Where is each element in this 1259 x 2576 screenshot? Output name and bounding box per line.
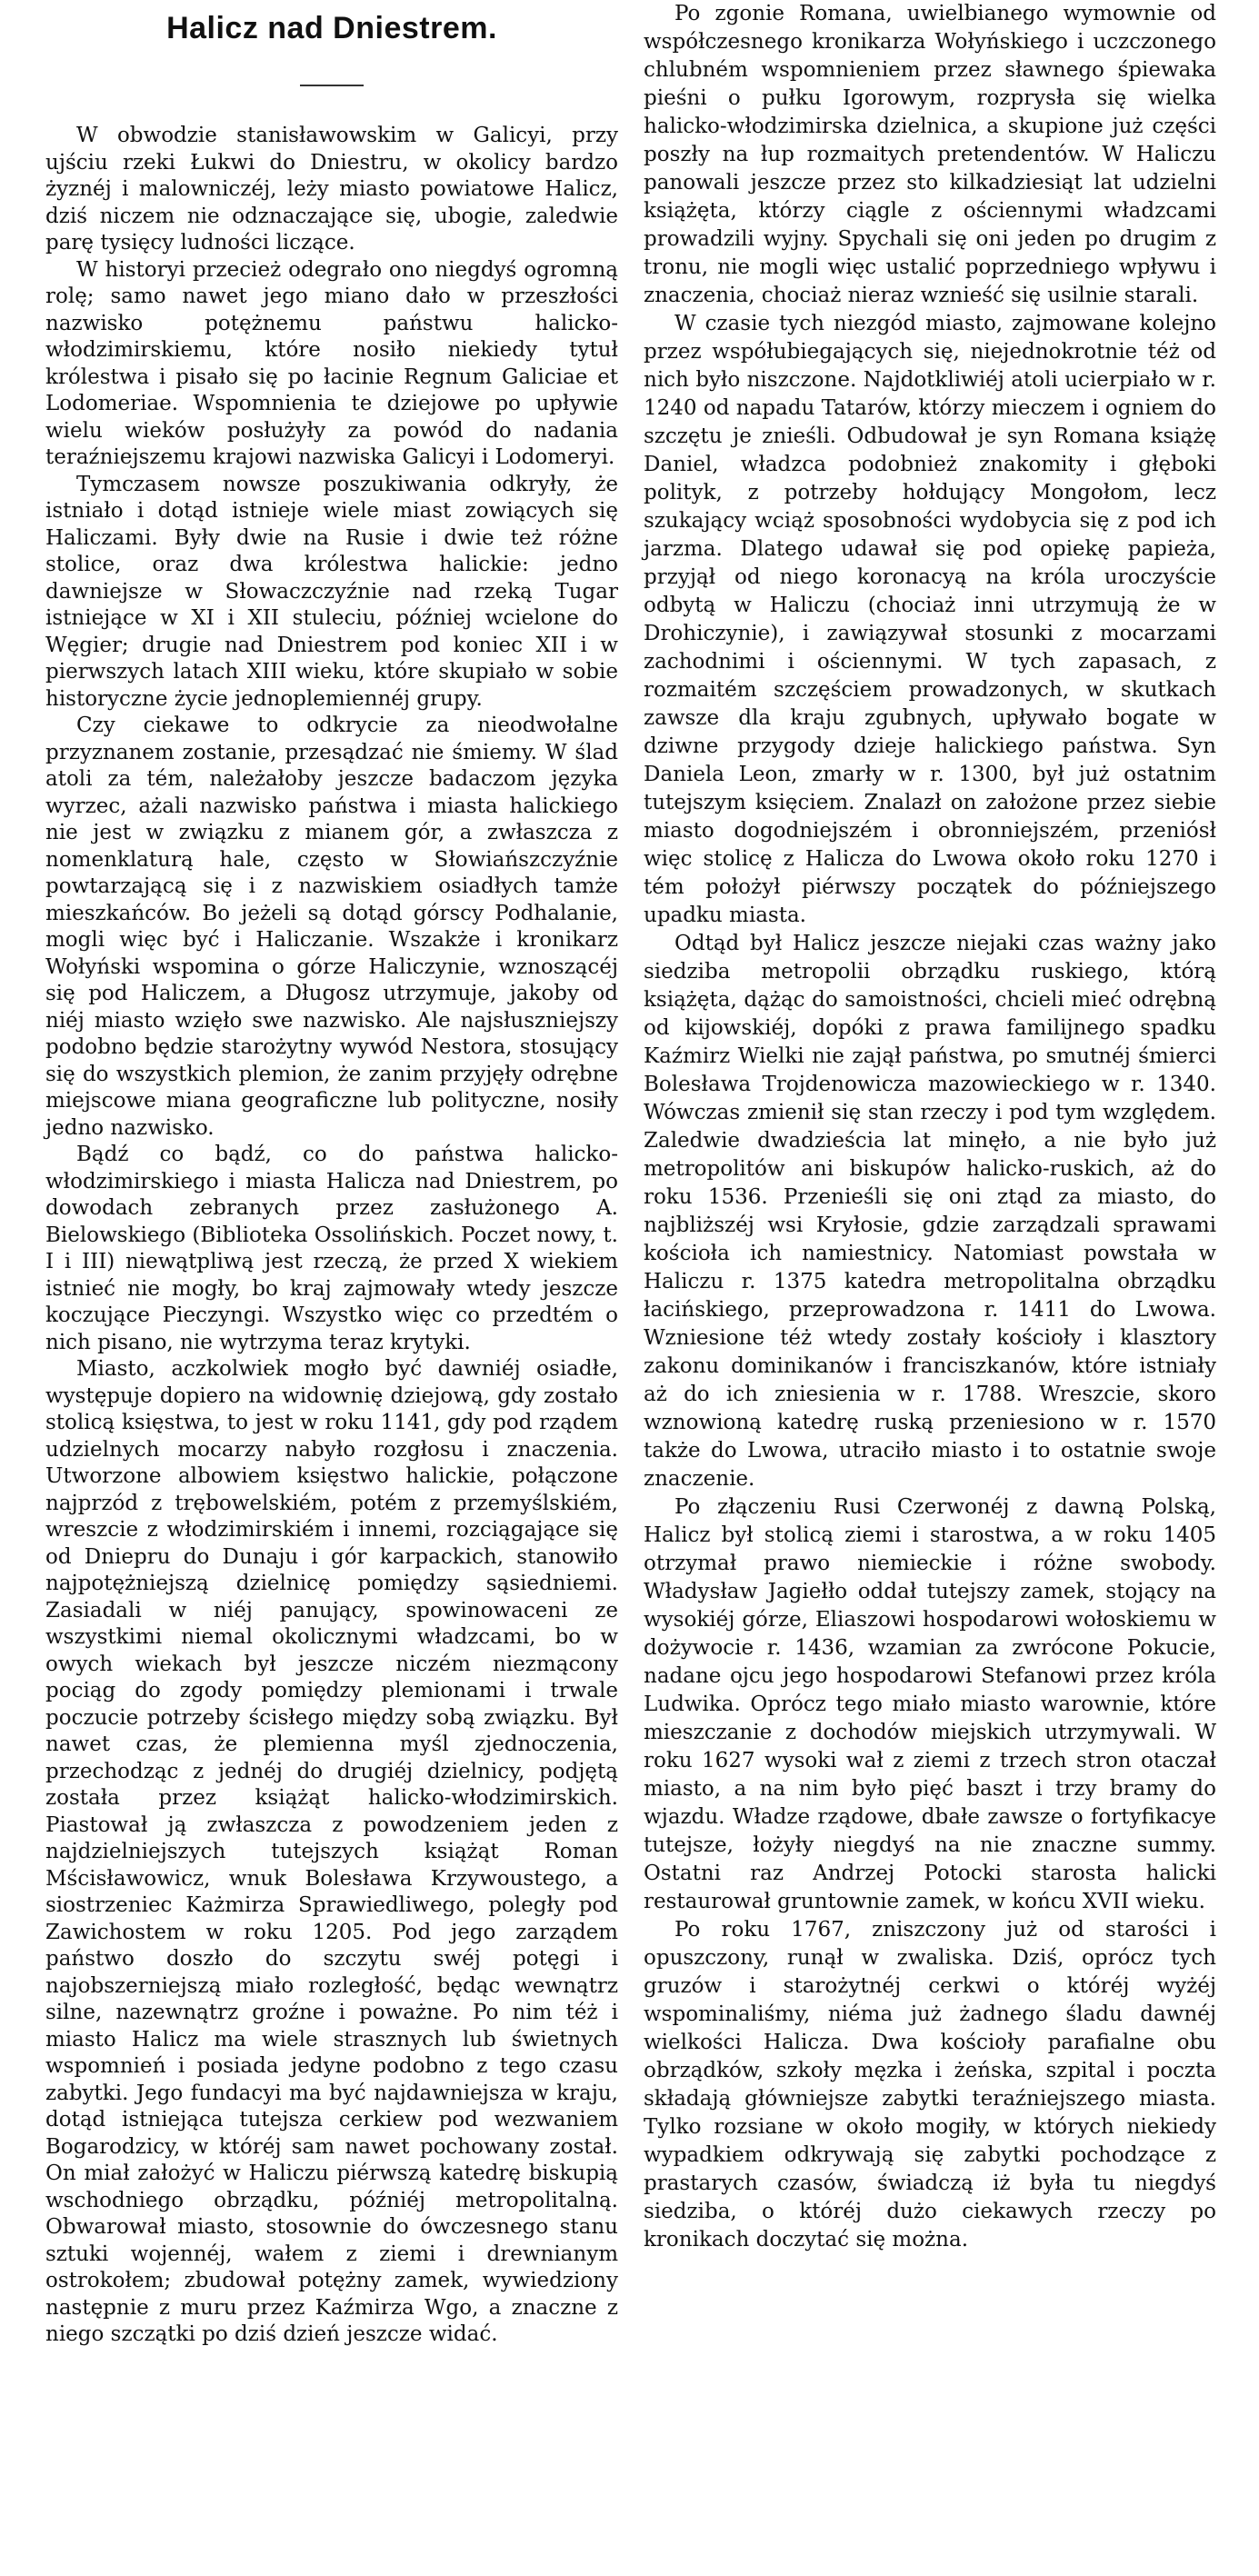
right-column	[644, 0, 1216, 2254]
paragraph-7: Po zgonie Romana, uwielbianego wymownie od współczesnego kronikarza Wołyńskiego i uczczonego chlubném wspomnieniem przez sławnego śpiewaka pieśni o pułku Igorowym, rozprysła się wielka halicko-włodzimirska dzielnica, a skupione już części poszły na łup rozmaitych pretendentów. W Haliczu panowali jeszcze przez sto kilkadziesiąt lat udzielni książęta, którzy ciągle z ościennymi władzcami prowadzili wyjny. Spychali się oni jeden po drugim z tronu, nie mogli więc ustalić poprzedniego wpływu i znaczenia, chociaż nieraz wznieść się usilnie starali.	[644, 2, 1216, 307]
paragraph-6: Miasto, aczkolwiek mogło być dawniéj osiadłe, występuje dopiero na widownię dziejową, gdy zostało stolicą księstwa, to jest w roku 1141, gdy pod rządem udzielnych mocarzy nabyło rozgłosu i znaczenia. Utworzone albowiem księstwo halickie, połączone najprzód z trębowelskiém, potém z przemyślskiém, wreszcie z włodzimirskiém i innemi, rozciągające się od Dniepru do Dunaju i gór karpackich, stanowiło najpotężniejszą dzielnicę pomiędzy sąsiedniemi. Zasiadali w niéj panujący, spowinowaceni ze wszystkimi niemal okolicznymi władzcami, bo w owych wiekach był jeszcze niczém niezmącony pociąg do zgody pomiędzy plemionami i trwale poczucie potrzeby ścisłego między sobą związku. Był nawet czas, że plemienna myśl zjednoczenia, przechodząc z jednéj do drugiéj dzielnicy, podjętą została przez książąt halicko-włodzimirskich. Piastował ją zwłaszcza z powodzeniem jeden z najdzielniejszych tutejszych książąt Roman Mścisławowicz, wnuk Bolesława Krzywoustego, a siostrzeniec Każmirza Sprawiedliwego, poległy pod Zawichostem w roku 1205. Pod jego zarządem państwo doszło do szczytu swéj potęgi i najobszerniejszą miało rozległość, będąc wewnątrz silne, nazewnątrz groźne i poważne. Po nim téż i miasto Halicz ma wiele strasznych lub świetnych wspomnień i posiada jedyne podobno z tego czasu zabytki. Jego fundacyi ma być najdawniejsza w kraju, dotąd istniejąca tutejsza cerkiew pod wezwaniem Bogarodzicy, w któréj sam nawet pochowany został. On miał założyć w Haliczu piérwszą katedrę biskupią wschodniego obrządku, późniéj metropolitalną. Obwarował miasto, stosownie do ówczesnego stanu sztuki wojennéj, wałem z ziemi i drewnianym ostrokołem; zbudował potężny zamek, wywiedziony następnie z muru przez Kaźmirza Wgo, a znaczne z niego szczątki po dziś dzień jeszcze widać.	[45, 1357, 618, 2346]
paragraph-9: Odtąd był Halicz jeszcze niejaki czas ważny jako siedziba metropolii obrządku ruskiego, którą książęta, dążąc do samoistności, chcieli mieć odrębną od kijowskiéj, dopóki z prawa familijnego spadku Kaźmirz Wielki nie zajął państwa, po smutnéj śmierci Bolesława Trojdenowicza mazowieckiego w r. 1340. Wówczas zmienił się stan rzeczy i pod tym względem. Zaledwie dwadzieścia lat minęło, a nie było już metropolitów ani biskupów halicko-ruskich, aż do roku 1536. Przenieśli się oni ztąd za miasto, do najbliższéj wsi Kryłosie, gdzie zarządzali sprawami kościoła ich namiestnicy. Natomiast powstała w Haliczu r. 1375 katedra metropolitalna obrządku łacińskiego, przeprowadzona r. 1411 do Lwowa. Wzniesione téż wtedy zostały kościoły i klasztory zakonu dominikanów i franciszkanów, które istniały aż do ich zniesienia w r. 1788. Wreszcie, skoro wznowioną katedrę ruską przeniesiono w r. 1570 także do Lwowa, utraciło miasto i to ostatnie swoje znaczenie.	[644, 932, 1216, 1491]
paragraph-2: W historyi przecież odegrało ono niegdyś ogromną rolę; samo nawet jego miano dało w przeszłości nazwisko potężnemu państwu halicko-włodzimirskiemu, które nosiło niekiedy tytuł królestwa i pisało się po łacinie Regnum Galiciae et Lodomeriae. Wspomnienia te dziejowe po upływie wielu wieków posłużyły za powód do nadania teraźniejszemu krajowi nazwiska Galicyi i Lodomeryi.	[45, 257, 618, 469]
left-column	[45, 0, 618, 2349]
paragraph-10: Po złączeniu Rusi Czerwonéj z dawną Polską, Halicz był stolicą ziemi i starostwa, a w roku 1405 otrzymał prawo niemieckie i różne swobody. Władysław Jagiełło oddał tutejszy zamek, stojący na wysokiéj górze, Eliaszowi hospodarowi wołoskiemu w dożywocie r. 1436, wzamian za zwrócone Pokucie, nadane ojcu jego hospodarowi Stefanowi przez króla Ludwika. Oprócz tego miało miasto warownie, które mieszczanie z dochodów miejskich utrzymywali. W roku 1627 wysoki wał z ziemi z trzech stron otaczał miasto, a na nim było pięć baszt i trzy bramy do wjazdu. Władze rządowe, dbałe zawsze o fortyfikacye tutejsze, łożyły niegdyś na nie znaczne summy. Ostatni raz Andrzej Potocki starosta halicki restaurował gruntownie zamek, w końcu XVII wieku.	[644, 1495, 1216, 1913]
article-title: Halicz nad Dniestrem.	[166, 11, 497, 45]
paragraph-11: Po roku 1767, zniszczony już od starości i opuszczony, runął w zwaliska. Dziś, oprócz tych gruzów i starożytnéj cerkwi o któréj wyżéj wspominaliśmy, niéma już żadnego śladu dawnéj wielkości Halicza. Dwa kościoły parafialne obu obrządków, szkoły męzka i żeńska, szpital i poczta składają główniejsze zabytki teraźniejszego miasta. Tylko rozsiane w około mogiły, w których niekiedy wypadkiem odkrywają się zabytki pochodzące z prastarych czasów, świadczą iż była tu niegdyś siedziba, o któréj dużo ciekawych rzeczy po kronikach doczytać się można.	[644, 1918, 1216, 2252]
paragraph-8: W czasie tych niezgód miasto, zajmowane kolejno przez współubiegających się, niejednokrotnie téż od nich było niszczone. Najdotkliwiéj atoli ucierpiało w r. 1240 od napadu Tatarów, którzy mieczem i ogniem do szczętu je znieśli. Odbudował je syn Romana książę Daniel, władzca podobnież znakomity i głęboki polityk, z potrzeby hołdujący Mongołom, lecz szukający wciąż sposobności wydobycia się z pod ich jarzma. Dlatego udawał się pod opiekę papieża, przyjął od niego koronacyą na króla uroczyście odbytą w Haliczu (chociaż inni utrzymują że w Drohiczynie), i zawiązywał stosunki z mocarzami zachodnimi i ościennymi. W tych zapasach, z rozmaitém szczęściem prowadzonych, w skutkach zawsze dla kraju zgubnych, upływało bogate w dziwne przygody dzieje halickiego państwa. Syn Daniela Leon, zmarły w r. 1300, był już ostatnim tutejszym księciem. Znalazł on założone przez siebie miasto dogodniejszém i obronniejszém, przeniósł więc stolicę z Halicza do Lwowa około roku 1270 i tém położył piérwszy początek do późniejszego upadku miasta.	[644, 312, 1216, 927]
paragraph-5: Bądź co bądź, co do państwa halicko-włodzimirskiego i miasta Halicza nad Dniestrem, po dowodach zebranych przez zasłużonego A. Bielowskiego (Biblioteka Ossolińskich. Poczet nowy, t. I i III) niewątpliwą jest rzeczą, że przed X wiekiem istnieć nie mogły, bo kraj zajmowały wtedy jeszcze koczujące Pieczyngi. Wszystko więc co przedtém o nich pisano, nie wytrzyma teraz krytyki.	[45, 1143, 618, 1354]
paragraph-3: Tymczasem nowsze poszukiwania odkryły, że istniało i dotąd istnieje wiele miast zowiących się Haliczami. Były dwie na Rusie i dwie też różne stolice, oraz dwa królestwa halickie: jedno dawniejsze w Słowaczczyźnie nad rzeką Tugar istniejące w XI i XII stuleciu, później wcielone do Węgier; drugie nad Dniestrem pod koniec XII i w pierwszych latach XIII wieku, które skupiało w sobie historyczne życie jednoplemiennéj grupy.	[45, 472, 618, 711]
paragraph-4: Czy ciekawe to odkrycie za nieodwołalne przyznanem zostanie, przesądzać nie śmiemy. W ślad atoli za tém, należałoby jeszcze badaczom języka wyrzec, ażali nazwisko państwa i miasta halickiego nie jest w związku z mianem gór, a zwłaszcza z nomenklaturą hale, często w Słowiańszczyźnie powtarzającą się i z nazwiskiem osiadłych tamże mieszkańców. Bo jeżeli są dotąd górscy Podhalanie, mogli więc być i Haliczanie. Wszakże i kronikarz Wołyński wspomina o górze Haliczynie, wznoszącéj się pod Haliczem, a Długosz utrzymuje, jakoby od niéj miasto wzięło swe nazwisko. Ale najsłuszniejszy podobno będzie starożytny wywód Nestora, stosujący się do wszystkich plemion, że zanim przyjęły odrębne miejscowe miana geograficzne lub polityczne, nosiły jedno nazwisko.	[45, 714, 618, 1140]
paragraph-1: W obwodzie stanisławowskim w Galicyi, przy ujściu rzeki Łukwi do Dniestru, w okolicy bardzo żyznéj i malowniczéj, leży miasto powiatowe Halicz, dziś niczem nie odznaczające się, ubogie, zaledwie parę tysięcy ludności liczące.	[45, 124, 618, 255]
title-divider	[300, 85, 364, 86]
